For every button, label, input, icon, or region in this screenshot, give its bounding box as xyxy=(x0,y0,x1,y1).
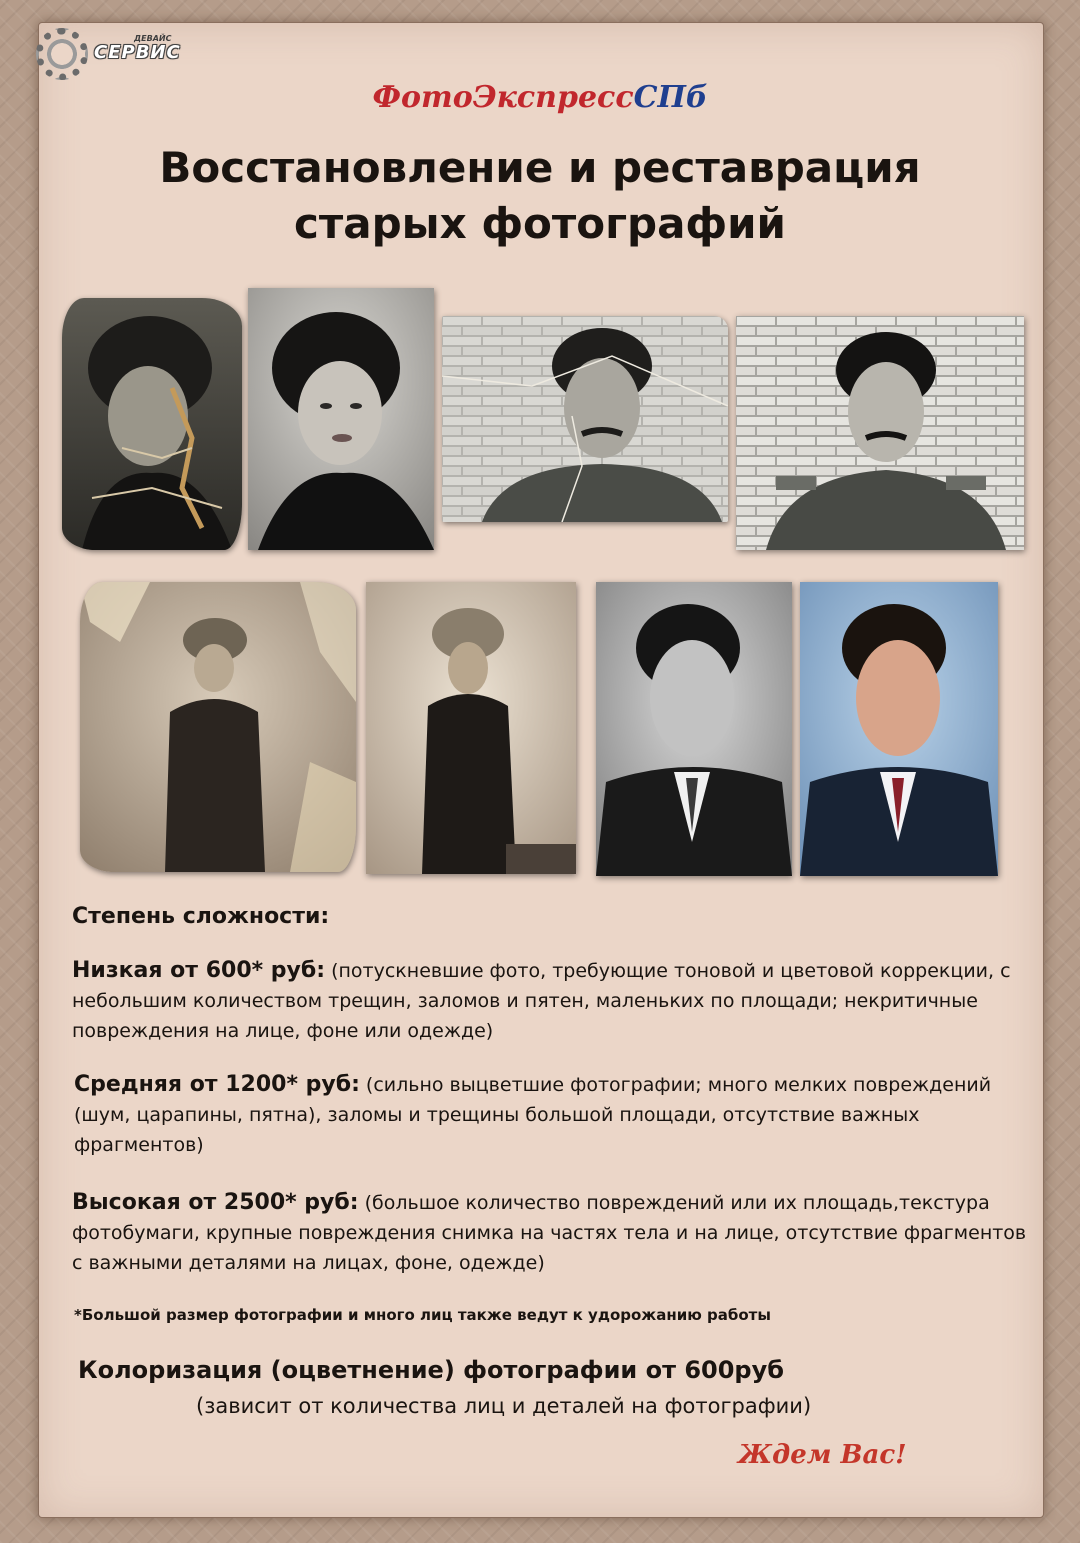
brand-part-spb: СПб xyxy=(633,80,708,115)
level-medium xyxy=(74,1070,1034,1160)
photo-woman-damaged xyxy=(62,298,242,550)
level-low-text: (потускневшие фото, требующие тоновой и цветовой коррекции, с небольшим количеством трещин, заломов и пятен, маленьких по площади; некритичные повреждения на лице, фоне или одежде) xyxy=(72,960,1011,1042)
level-low-label: Низкая от 600* руб: xyxy=(72,958,326,983)
devais-servis-logo xyxy=(36,28,181,84)
photo-soldier-damaged xyxy=(442,316,728,522)
level-low xyxy=(72,956,1032,1046)
photo-woman-restored xyxy=(248,288,434,550)
brand-part-express: Экспресс xyxy=(472,80,634,115)
photo-soldier-restored xyxy=(736,316,1024,550)
page-title xyxy=(0,140,1080,252)
colorization-title: Колоризация (оцветнение) фотографии от 600руб xyxy=(78,1356,785,1384)
level-medium-label: Средняя от 1200* руб: xyxy=(74,1072,360,1097)
logo-small-text: ДЕВАЙС xyxy=(134,34,172,43)
photo-man-hat-damaged xyxy=(80,582,356,872)
complexity-heading: Степень сложности: xyxy=(72,904,330,929)
gear-icon xyxy=(36,28,88,80)
level-high-label: Высокая от 2500* руб: xyxy=(72,1190,359,1215)
photo-man-suit-bw xyxy=(596,582,792,876)
price-note: *Большой размер фотографии и много лиц также ведут к удорожанию работы xyxy=(74,1306,771,1324)
photo-man-hat-restored xyxy=(366,582,576,874)
photo-man-suit-colorized xyxy=(800,582,998,876)
level-medium-text: (сильно выцветшие фотографии; много мелких повреждений (шум, царапины, пятна), заломы и трещины большой площади, отсутствие важных фрагментов) xyxy=(74,1074,992,1156)
brand-name xyxy=(0,80,1080,115)
closing-text: Ждем Вас! xyxy=(738,1440,907,1470)
title-line-1: Восстановление и реставрация xyxy=(159,143,921,192)
brand-part-foto: Фото xyxy=(372,80,473,115)
logo-big-text: СЕРВИС xyxy=(94,42,181,63)
title-line-2: старых фотографий xyxy=(294,199,786,248)
colorization-subtitle: (зависит от количества лиц и деталей на фотографии) xyxy=(196,1394,812,1418)
level-high xyxy=(72,1188,1032,1278)
level-high-text: (большое количество повреждений или их площадь,текстура фотобумаги, крупные повреждения снимка на частях тела и на лице, отсутствие фрагментов с важными деталями на лицах, фоне, одежде) xyxy=(72,1192,1027,1274)
